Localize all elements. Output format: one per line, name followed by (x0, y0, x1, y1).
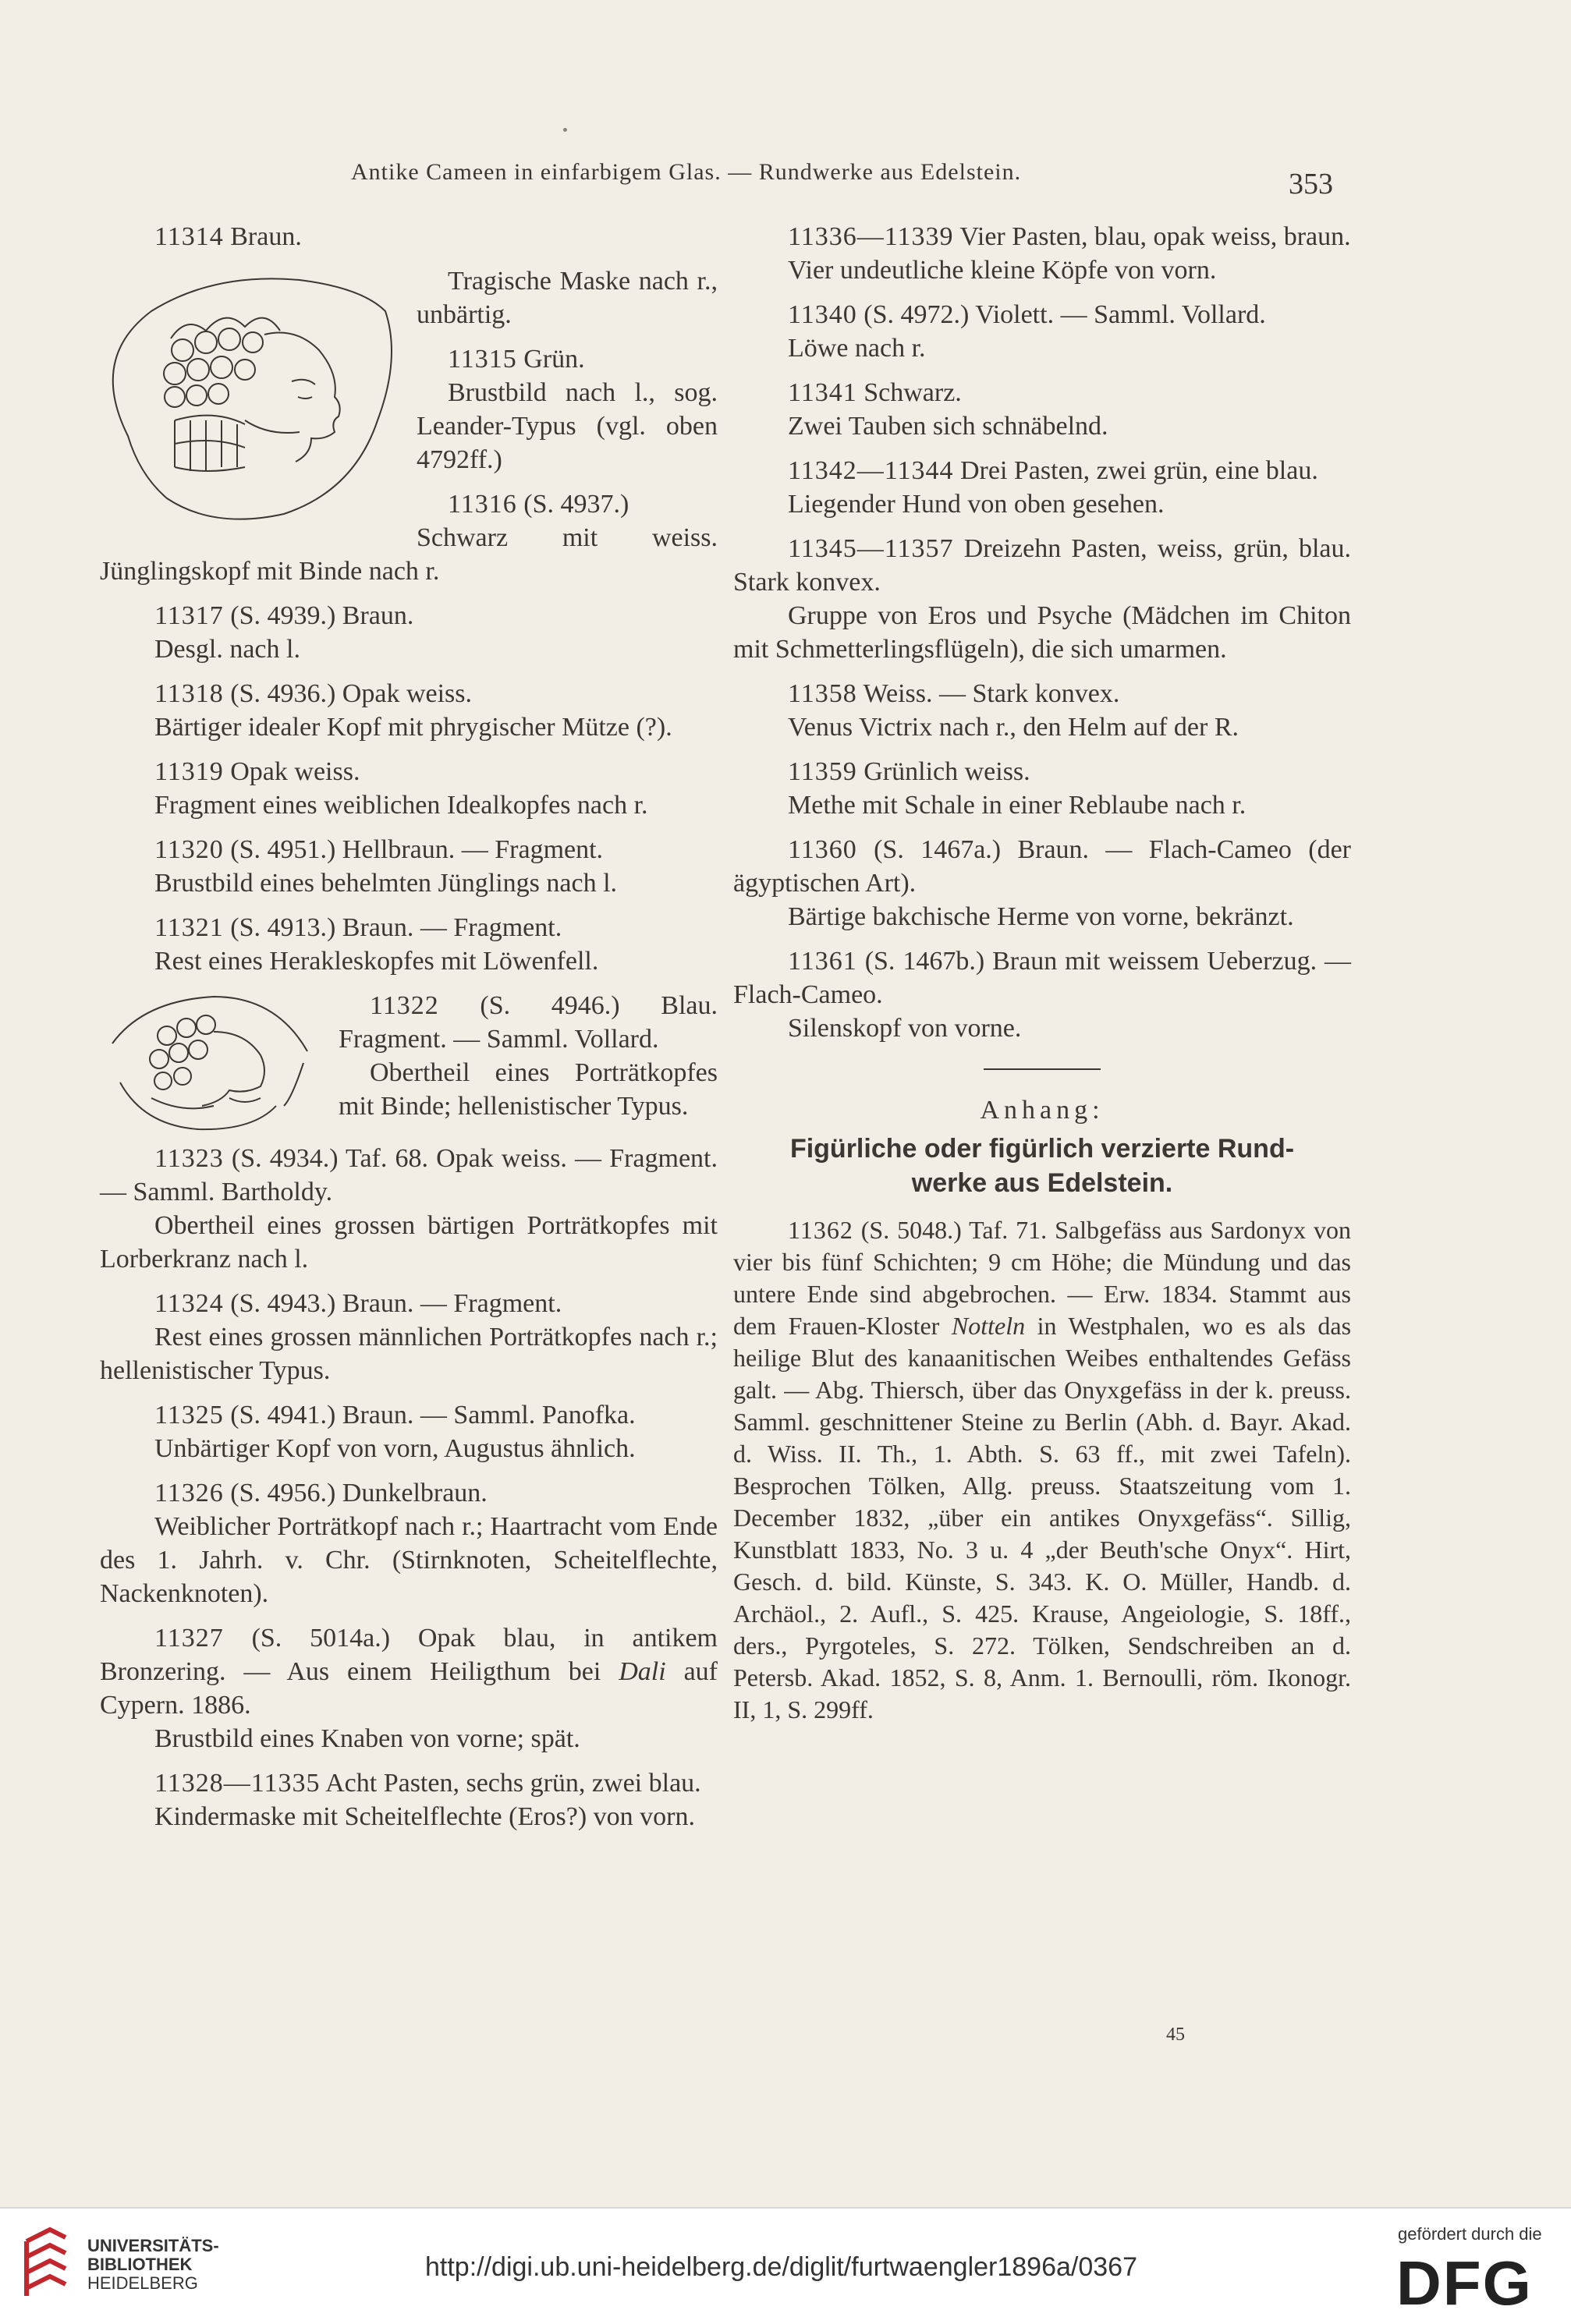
entry-source: Schwarz. (864, 378, 962, 407)
entry-number: 11326 (154, 1479, 224, 1507)
entry-source: Acht Pasten, sechs grün, zwei blau. (325, 1769, 701, 1798)
entry-material: Braun. (230, 222, 302, 251)
catalog-entry (733, 677, 1351, 744)
entry-description: Schwarz mit weiss. Jünglingskopf mit Binde nach r. (100, 523, 718, 586)
entry-number: 11321 (154, 913, 224, 942)
entry-source: Dreizehn Pasten, weiss, grün, blau. Stark konvex. (733, 534, 1352, 597)
entry-number: 11322 (370, 991, 439, 1020)
catalog-entry (100, 911, 718, 978)
entry-description: Fragment eines weiblichen Idealkopfes nach r. (154, 791, 648, 820)
digitization-footer (0, 2207, 1571, 2324)
entry-description: Tragische Maske nach r., unbärtig. (417, 267, 718, 329)
place-name: Notteln (951, 1312, 1026, 1340)
entry-number: 11324 (154, 1289, 224, 1318)
entry-number: 11361 (788, 947, 857, 976)
entry-number: 11325 (154, 1401, 224, 1429)
figure-wrap-portrait (100, 989, 718, 1142)
library-name-line1: UNIVERSITÄTS- (87, 2236, 219, 2255)
library-name (87, 2237, 219, 2293)
catalog-entry (100, 1476, 718, 1610)
entry-source: (S. 4936.) Opak weiss. (230, 679, 473, 708)
catalog-entry (733, 532, 1351, 666)
left-column (100, 220, 718, 1844)
catalog-entry (100, 1142, 718, 1276)
entry-source: (S. 4934.) Taf. 68. Opak weiss. — Fragment. — Samml. Bartholdy. (100, 1144, 718, 1206)
entry-source: (S. 4972.) Violett. — Samml. Vollard. (864, 300, 1266, 329)
entry-description: Desgl. nach l. (154, 635, 300, 664)
entry-number: 11328—11335 (154, 1769, 321, 1798)
signature-mark: 45 (1166, 2025, 1185, 2045)
entry-number: 11327 (154, 1624, 224, 1653)
section-divider (984, 1068, 1101, 1070)
catalog-entry (733, 755, 1351, 822)
running-title: Antike Cameen in einfarbigem Glas. — Rundwerke aus Edelstein. (351, 159, 1022, 185)
catalog-entry (100, 1766, 718, 1833)
entry-number: 11340 (788, 300, 857, 329)
catalog-entry (100, 1287, 718, 1387)
catalog-entry (100, 833, 718, 900)
entry-source: Opak weiss. (230, 757, 360, 786)
entry-description: Gruppe von Eros und Psyche (Mädchen im Chiton mit Schmetterlingsflügeln), die sich umarmen. (733, 601, 1351, 664)
entry-source: (S. 1467b.) Braun mit weissem Ueberzug. — Flach-Cameo. (733, 947, 1351, 1009)
entry-description: Venus Victrix nach r., den Helm auf der R. (788, 713, 1239, 742)
entry-source: (S. 4937.) (523, 490, 629, 519)
entry-source: (S. 4956.) Dunkelbraun. (230, 1479, 488, 1507)
entry-number: 11315 (448, 345, 517, 374)
entry-description: Zwei Tauben sich schnäbelnd. (788, 412, 1108, 441)
entry-number: 11341 (788, 378, 857, 407)
entry-number: 11319 (154, 757, 224, 786)
entry-source: Drei Pasten, zwei grün, eine blau. (959, 456, 1318, 485)
paper-speck (563, 128, 567, 132)
entry-description: Silenskopf von vorne. (788, 1014, 1022, 1043)
catalog-entry (733, 220, 1351, 287)
catalog-entry (100, 220, 718, 253)
entry-description: Weiblicher Porträtkopf nach r.; Haartracht vom Ende des 1. Jahrh. v. Chr. (Stirnknoten, Scheitelflechte, Nackenknoten). (100, 1512, 718, 1608)
right-column (733, 220, 1351, 1737)
appendix-title (733, 1132, 1351, 1200)
permalink-url[interactable]: http://digi.ub.uni-heidelberg.de/diglit/furtwaengler1896a/0367 (425, 2252, 1137, 2282)
entry-description: Brustbild eines Knaben von vorne; spät. (154, 1724, 580, 1753)
entry-number: 11314 (154, 222, 224, 251)
entry-material: Grün. (523, 345, 585, 374)
library-name-line3: HEIDELBERG (87, 2273, 198, 2293)
appendix-title-line1: Figürliche oder figürlich verzierte Rund- (789, 1134, 1295, 1164)
catalog-entry (100, 755, 718, 822)
entry-description: Bärtige bakchische Herme von vorne, bekränzt. (788, 902, 1294, 931)
entry-description: Unbärtiger Kopf von vorn, Augustus ähnlich. (154, 1434, 636, 1463)
entry-number: 11362 (788, 1216, 853, 1244)
entry-description: Löwe nach r. (788, 334, 926, 363)
entry-source: (S. 4913.) Braun. — Fragment. (230, 913, 562, 942)
appendix-title-line2: werke aus Edelstein. (911, 1168, 1173, 1198)
entry-number: 11360 (788, 835, 857, 864)
portrait-fragment-illustration (97, 989, 323, 1137)
appendix-label: Anhang: (980, 1096, 1105, 1125)
entry-description: Kindermaske mit Scheitelflechte (Eros?) von vorn. (154, 1802, 695, 1831)
appendix-text-continued: in Westphalen, wo es als das heilige Blut des kanaanitischen Weibes enthaltendes Gefäss galt. — Abg. Thiersch, über das Onyxgefäss in der k. preuss. Samml. geschnittener Steine zu Berlin (Abh. d. Bayr. Akad. d. Wiss. II. Th., 1. Abth. S. 63 ff., mit zwei Tafeln). Besprochen Tölken, Allg. preuss. Staatszeitung vom 1. December 1832, „über ein antikes Onyxgefäss“. Sillig, Kunstblatt 1833, No. 3 u. 4 „der Beuth'sche Onyx“. Hirt, Gesch. d. bild. Künste, S. 343. K. O. Müller, Handb. d. Archäol., 2. Aufl., S. 425. Krause, Angeiologie, S. 18ff., ders., Pyrgoteles, S. 272. Tölken, Sendschreiben an d. Petersb. Akad. 1852, S. 8, Anm. 1. Bernoulli, röm. Ikonogr. II, 1, S. 299ff. (733, 1312, 1352, 1724)
entry-description: Rest eines Herakleskopfes mit Löwenfell. (154, 947, 599, 976)
entry-number: 11358 (788, 679, 857, 708)
entry-description: Obertheil eines grossen bärtigen Porträtkopfes mit Lorberkranz nach l. (100, 1211, 718, 1274)
entry-description: Methe mit Schale in einer Reblaube nach r. (788, 791, 1247, 820)
entry-source: (S. 4939.) Braun. (230, 601, 414, 630)
entry-number: 11345—11357 (788, 534, 954, 563)
catalog-entry (100, 1621, 718, 1755)
entry-number: 11320 (154, 835, 224, 864)
dfg-logo: DFG (1396, 2248, 1533, 2318)
entry-source: (S. 4951.) Hellbraun. — Fragment. (230, 835, 604, 864)
running-header (0, 153, 1571, 200)
entry-number: 11336—11339 (788, 222, 954, 251)
entry-description: Brustbild nach l., sog. Leander-Typus (vgl. oben 4792ff.) (417, 378, 718, 474)
entry-number: 11359 (788, 757, 857, 786)
place-name: Dali (619, 1657, 666, 1686)
entry-number: 11342—11344 (788, 456, 954, 485)
figure-wrap-mask (100, 264, 718, 599)
catalog-entry (733, 298, 1351, 365)
entry-description: Vier undeutliche kleine Köpfe von vorn. (788, 256, 1217, 285)
entry-description: Brustbild eines behelmten Jünglings nach l. (154, 869, 618, 898)
catalog-entry (733, 376, 1351, 443)
entry-description: Obertheil eines Porträtkopfes mit Binde; hellenistischer Typus. (339, 1058, 718, 1121)
catalog-entry (100, 599, 718, 666)
entry-description: Bärtiger idealer Kopf mit phrygischer Mütze (?). (154, 713, 672, 742)
entry-number: 11318 (154, 679, 224, 708)
entry-source: (S. 4943.) Braun. — Fragment. (230, 1289, 562, 1318)
catalog-entry (733, 944, 1351, 1045)
tragic-mask-illustration (97, 264, 401, 522)
entry-number: 11323 (154, 1144, 224, 1173)
entry-description: Rest eines grossen männlichen Porträtkopfes nach r.; hellenistischer Typus. (100, 1323, 718, 1385)
catalog-entry (100, 677, 718, 744)
appendix-entry (733, 1214, 1351, 1726)
entry-source-continued: auf Cypern. 1886. (100, 1657, 718, 1720)
entry-number: 11316 (448, 490, 517, 519)
catalog-entry (733, 454, 1351, 521)
entry-source: (S. 4946.) Blau. Fragment. — Samml. Vollard. (339, 991, 718, 1054)
page-number: 353 (1289, 168, 1333, 200)
funded-by-label: gefördert durch die (1398, 2224, 1542, 2244)
entry-source: Grünlich weiss. (864, 757, 1030, 786)
entry-description: Liegender Hund von oben gesehen. (788, 490, 1165, 519)
library-name-line2: BIBLIOTHEK (87, 2255, 193, 2274)
appendix-text: (S. 5048.) Taf. 71. Salbgefäss aus Sardonyx von vier bis fünf Schichten; 9 cm Höhe; die Mündung und das untere Ende sind abgebrochen. — Erw. 1834. Stammt aus dem Frauen-Kloster (733, 1216, 1352, 1340)
entry-source: (S. 1467a.) Braun. — Flach-Cameo (der ägyptischen Art). (733, 835, 1352, 898)
entry-source: (S. 5014a.) Opak blau, in antikem Bronzering. — Aus einem Heiligthum bei (100, 1624, 718, 1686)
catalog-entry (100, 1398, 718, 1465)
entry-number: 11317 (154, 601, 224, 630)
entry-source: Weiss. — Stark konvex. (863, 679, 1120, 708)
university-library-logo-icon (19, 2226, 73, 2301)
entry-source: (S. 4941.) Braun. — Samml. Panofka. (230, 1401, 636, 1429)
entry-source: Vier Pasten, blau, opak weiss, braun. (959, 222, 1351, 251)
catalog-entry (733, 833, 1351, 933)
